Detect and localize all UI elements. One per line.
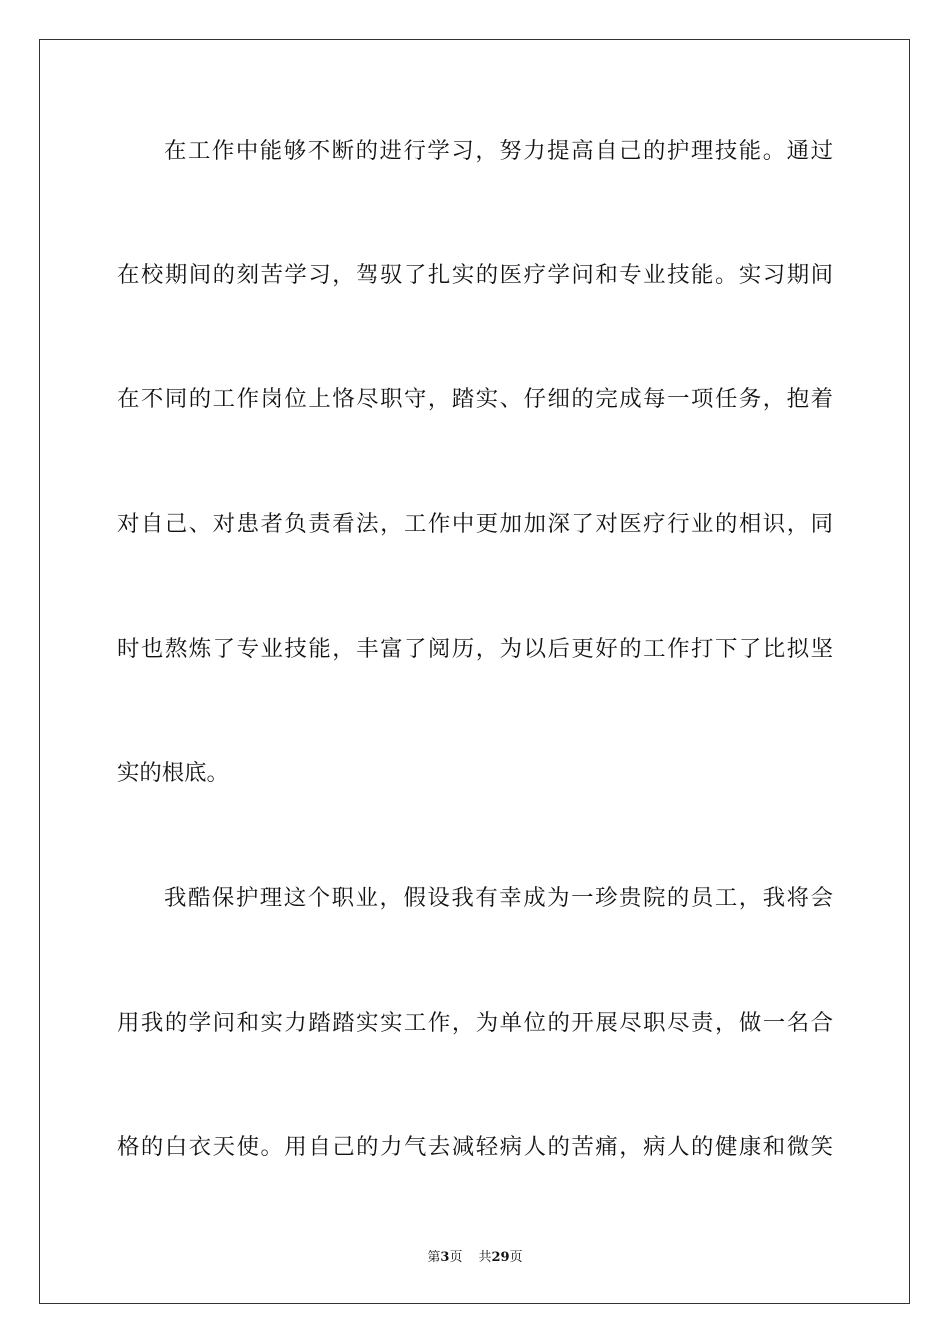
total-pages: 29 (491, 1250, 510, 1265)
text-line: 在工作中能够不断的进行学习，努力提高自己的护理技能。通过 (164, 138, 833, 164)
text-line: 用我的学问和实力踏踏实实工作，为单位的开展尽职尽责，做一名合 (117, 1010, 833, 1036)
page-prefix: 第 (427, 1250, 441, 1265)
page-number: 3 (440, 1250, 450, 1265)
text-line: 时也熬炼了专业技能，丰富了阅历，为以后更好的工作打下了比拟坚 (117, 636, 833, 662)
page-footer (0, 1246, 950, 1265)
text-line: 在校期间的刻苦学习，驾驭了扎实的医疗学问和专业技能。实习期间 (117, 262, 833, 288)
text-line: 在不同的工作岗位上恪尽职守，踏实、仔细的完成每一项任务，抱着 (117, 386, 833, 412)
text-line: 对自己、对患者负责看法，工作中更加加深了对医疗行业的相识，同 (117, 511, 833, 537)
page-border (39, 39, 910, 1304)
text-line: 实的根底。 (117, 760, 229, 786)
total-suffix: 页 (509, 1250, 523, 1265)
total-prefix: 共 (478, 1250, 492, 1265)
text-line: 格的白衣天使。用自己的力气去减轻病人的苦痛，病人的健康和微笑 (117, 1134, 833, 1160)
text-line: 我酷保护理这个职业，假设我有幸成为一珍贵院的员工，我将会 (164, 885, 833, 911)
page-suffix: 页 (449, 1250, 463, 1265)
